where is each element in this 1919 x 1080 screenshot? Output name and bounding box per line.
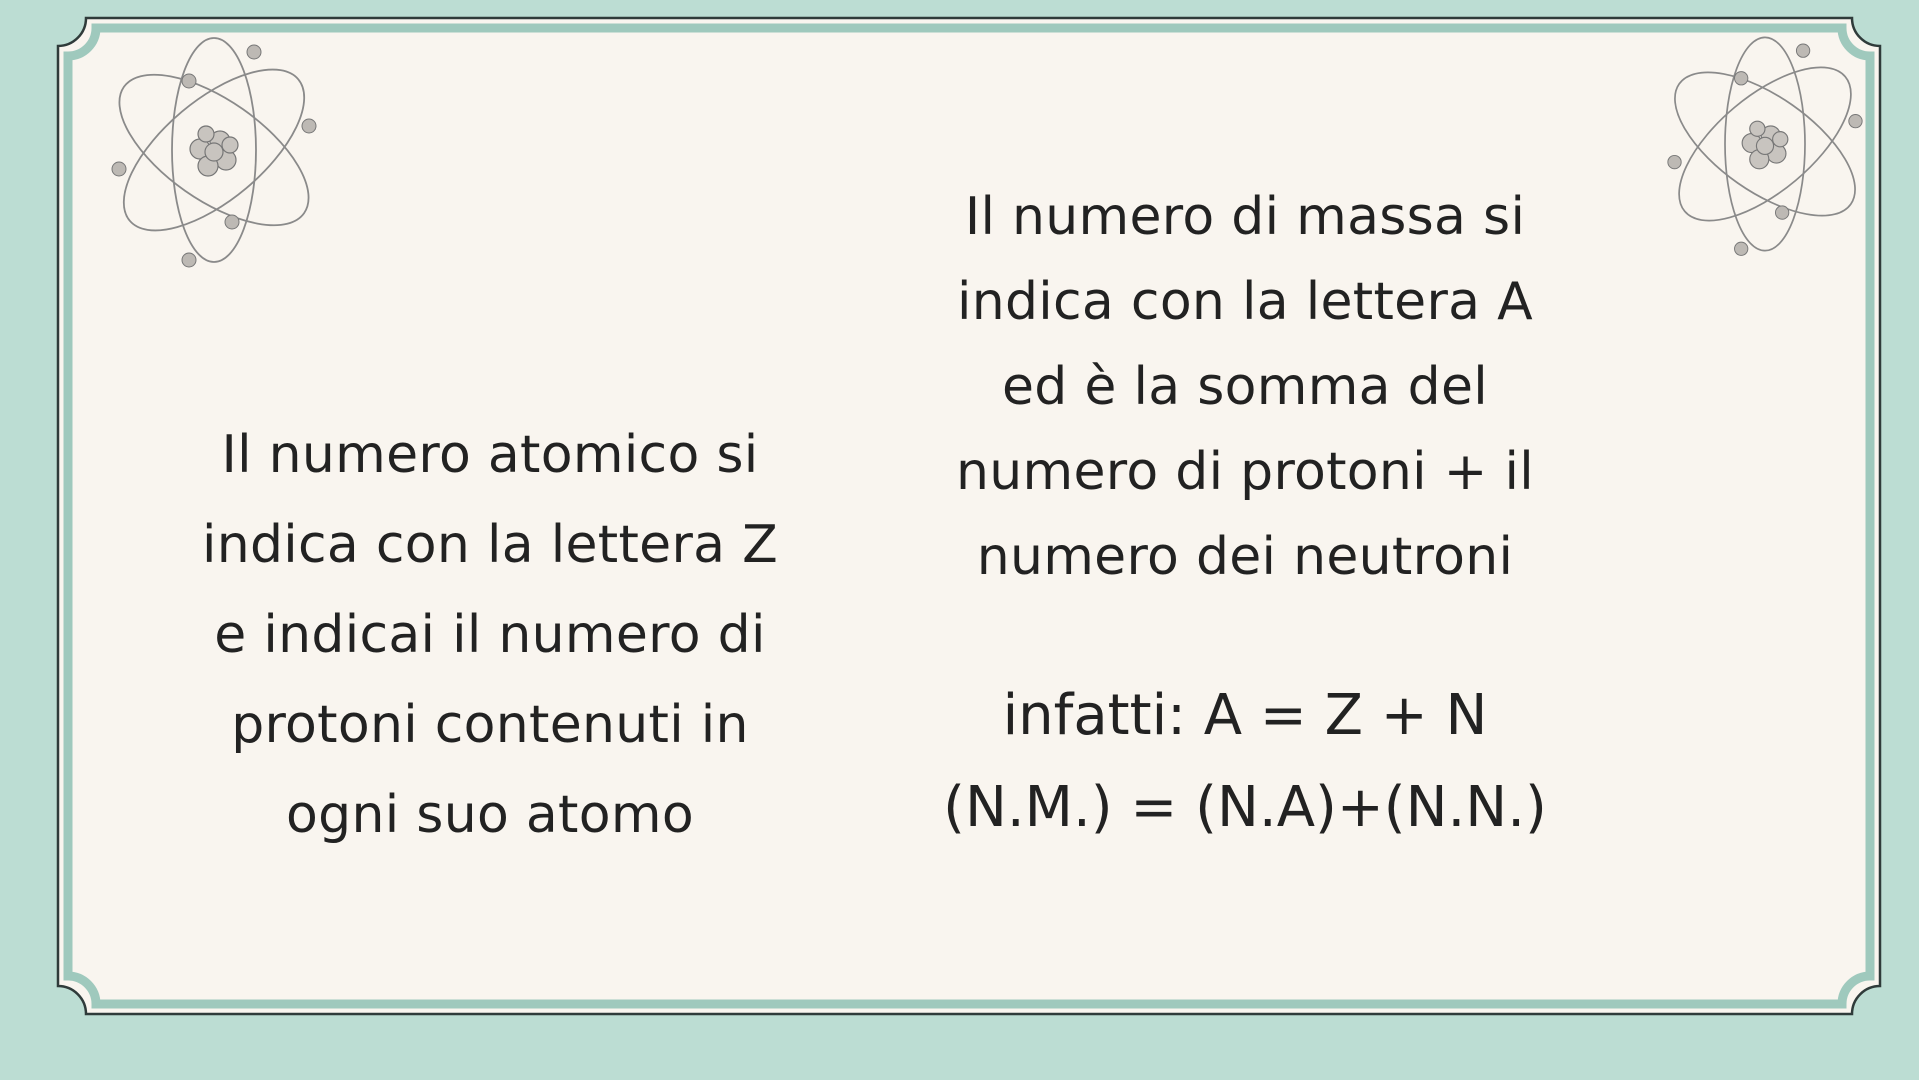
text-line: indica con la lettera Z bbox=[201, 515, 779, 575]
formula-line: infatti: A = Z + N bbox=[1002, 683, 1488, 748]
formula-line: (N.M.) = (N.A)+(N.N.) bbox=[943, 775, 1547, 840]
text-line: Il numero atomico si bbox=[221, 425, 759, 485]
atomic-number-text bbox=[150, 410, 830, 860]
text-line: e indicai il numero di bbox=[214, 605, 766, 665]
text-line: protoni contenuti in bbox=[231, 695, 749, 755]
text-line: ed è la somma del bbox=[1001, 357, 1489, 417]
mass-formula bbox=[920, 670, 1570, 854]
text-line: numero di protoni + il bbox=[956, 442, 1534, 502]
text-line: numero dei neutroni bbox=[976, 527, 1514, 587]
atom-icon bbox=[1660, 24, 1870, 264]
atom-icon bbox=[104, 24, 324, 276]
mass-number-text bbox=[920, 175, 1570, 600]
text-line: indica con la lettera A bbox=[956, 272, 1534, 332]
text-line: ogni suo atomo bbox=[286, 785, 694, 845]
text-line: Il numero di massa si bbox=[964, 187, 1526, 247]
